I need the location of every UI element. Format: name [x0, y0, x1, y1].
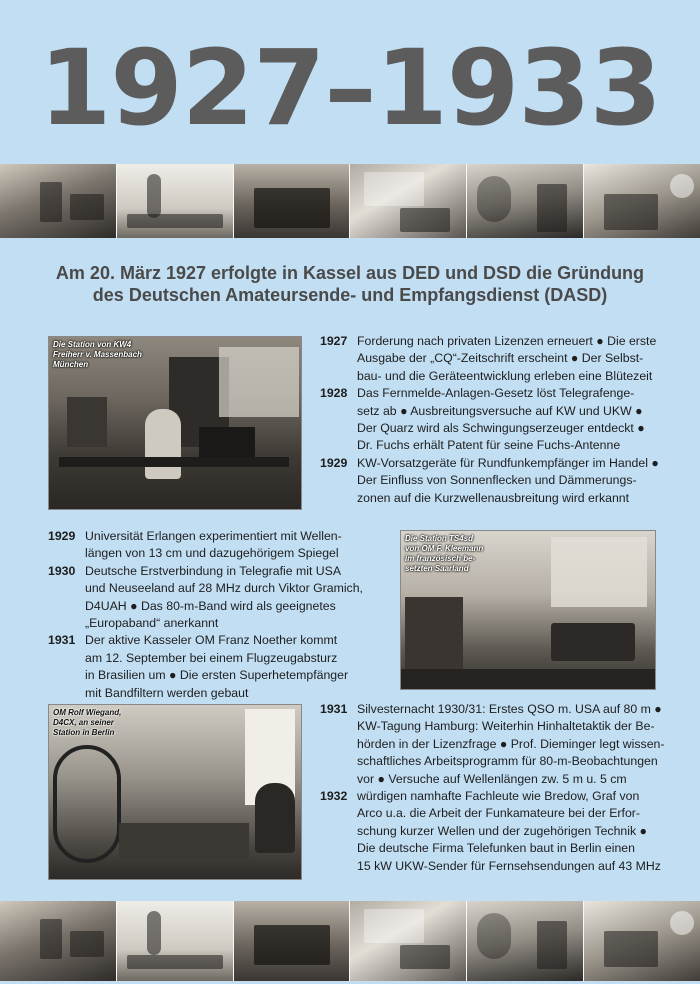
strip-photo [349, 164, 466, 238]
photo-station-ts4sd [400, 530, 656, 690]
timeline-block [48, 528, 393, 702]
strip-photo [233, 164, 350, 238]
timeline-block [320, 333, 670, 507]
strip-photo [233, 901, 350, 981]
photo-strip-top [0, 164, 700, 238]
entry-year: 1927 [320, 334, 348, 348]
subtitle [30, 262, 670, 306]
entry-year: 1931 [48, 633, 76, 648]
timeline-entry: 1931 Der aktive Kasseler OM Franz Noether kommt am 12. September bei einem Flugzeugabsturz in Brasilien um ● Die ersten Superhetempfänger mit Bandfiltern werden gebaut [48, 632, 393, 702]
strip-photo [583, 901, 700, 981]
entry-year: 1931 [320, 702, 348, 716]
entry-year: 1932 [320, 789, 348, 804]
strip-photo [0, 164, 116, 238]
timeline-entry: 1928 Das Fernmelde-Anlagen-Gesetz löst Telegrafenge- setz ab ● Ausbreitungsversuche auf KW und UKW ● Der Quarz wird als Schwingungserzeuger entdeckt ● Dr. Fuchs erhält Patent für seine Fuchs-Antenne [320, 385, 670, 455]
photo-station-kw4 [48, 336, 302, 510]
page-title: 1927–1933 [39, 27, 661, 149]
timeline-entry: 1929 KW-Vorsatzgeräte für Rundfunkempfänger im Handel ● Der Einfluss von Sonnenflecken und Dämmerungs- zonen auf die Kurzwellenausbreitung wird erkannt [320, 455, 670, 507]
timeline-entry: 1927 Forderung nach privaten Lizenzen erneuert ● Die erste Ausgabe der „CQ“-Zeitschrift erscheint ● Der Selbst- bau- und die Geräteentwicklung erleben eine Blütezeit [320, 333, 670, 385]
photo-caption: Die Station von KW4 Freiherr v. Massenbach München [53, 340, 142, 369]
timeline-entry: 1931 Silvesternacht 1930/31: Erstes QSO m. USA auf 80 m ● KW-Tagung Hamburg: Weiterhin Hinhaltetaktik der Be- hörden in der Lizenzfrage ● Prof. Dieminger legt wissen- schaftliches Arbeitsprogramm für 80-m-Beobachtungen vor ● Versuche auf Wellenlängen zw. 5 m u. 5 cm [320, 701, 670, 788]
photo-caption: Die Station TS4sd von OM F. Kleemann im französisch be- setzten Saarland [405, 534, 484, 573]
photo-caption: OM Rolf Wiegand, D4CX, an seiner Station in Berlin [53, 708, 122, 737]
strip-photo [583, 164, 700, 238]
timeline-entry: 1932 würdigen namhafte Fachleute wie Bredow, Graf von Arco u.a. die Arbeit der Funkamateure bei der Erfor- schung kurzer Wellen und der zugehörigen Technik ● Die deutsche Firma Telefunken baut in Berlin einen 15 kW UKW-Sender für Fernsehsendungen auf 43 MHz [320, 788, 670, 875]
timeline-entry: 1929 Universität Erlangen experimentiert mit Wellen- längen von 13 cm und dazugehörigem Spiegel [48, 528, 393, 563]
photo-strip-bottom [0, 901, 700, 981]
strip-photo [116, 164, 233, 238]
photo-station-d4cx [48, 704, 302, 880]
subtitle-line: Am 20. März 1927 erfolgte in Kassel aus DED und DSD die Gründung [55, 263, 645, 283]
strip-photo [116, 901, 233, 981]
entry-year: 1929 [48, 529, 76, 543]
timeline-entry: 1930 Deutsche Erstverbindung in Telegrafie mit USA und Neuseeland auf 28 MHz durch Viktor Gramich, D4UAH ● Das 80-m-Band wird als geeignetes „Europaband“ anerkannt [48, 563, 393, 633]
strip-photo [349, 901, 466, 981]
entry-year: 1928 [320, 386, 348, 401]
subtitle-line: des Deutschen Amateursende- und Empfangsdienst (DASD) [92, 285, 608, 305]
strip-photo [466, 901, 583, 981]
strip-photo [0, 901, 116, 981]
entry-year: 1929 [320, 455, 348, 470]
timeline-block [320, 701, 670, 875]
strip-photo [466, 164, 583, 238]
entry-year: 1930 [48, 563, 76, 578]
